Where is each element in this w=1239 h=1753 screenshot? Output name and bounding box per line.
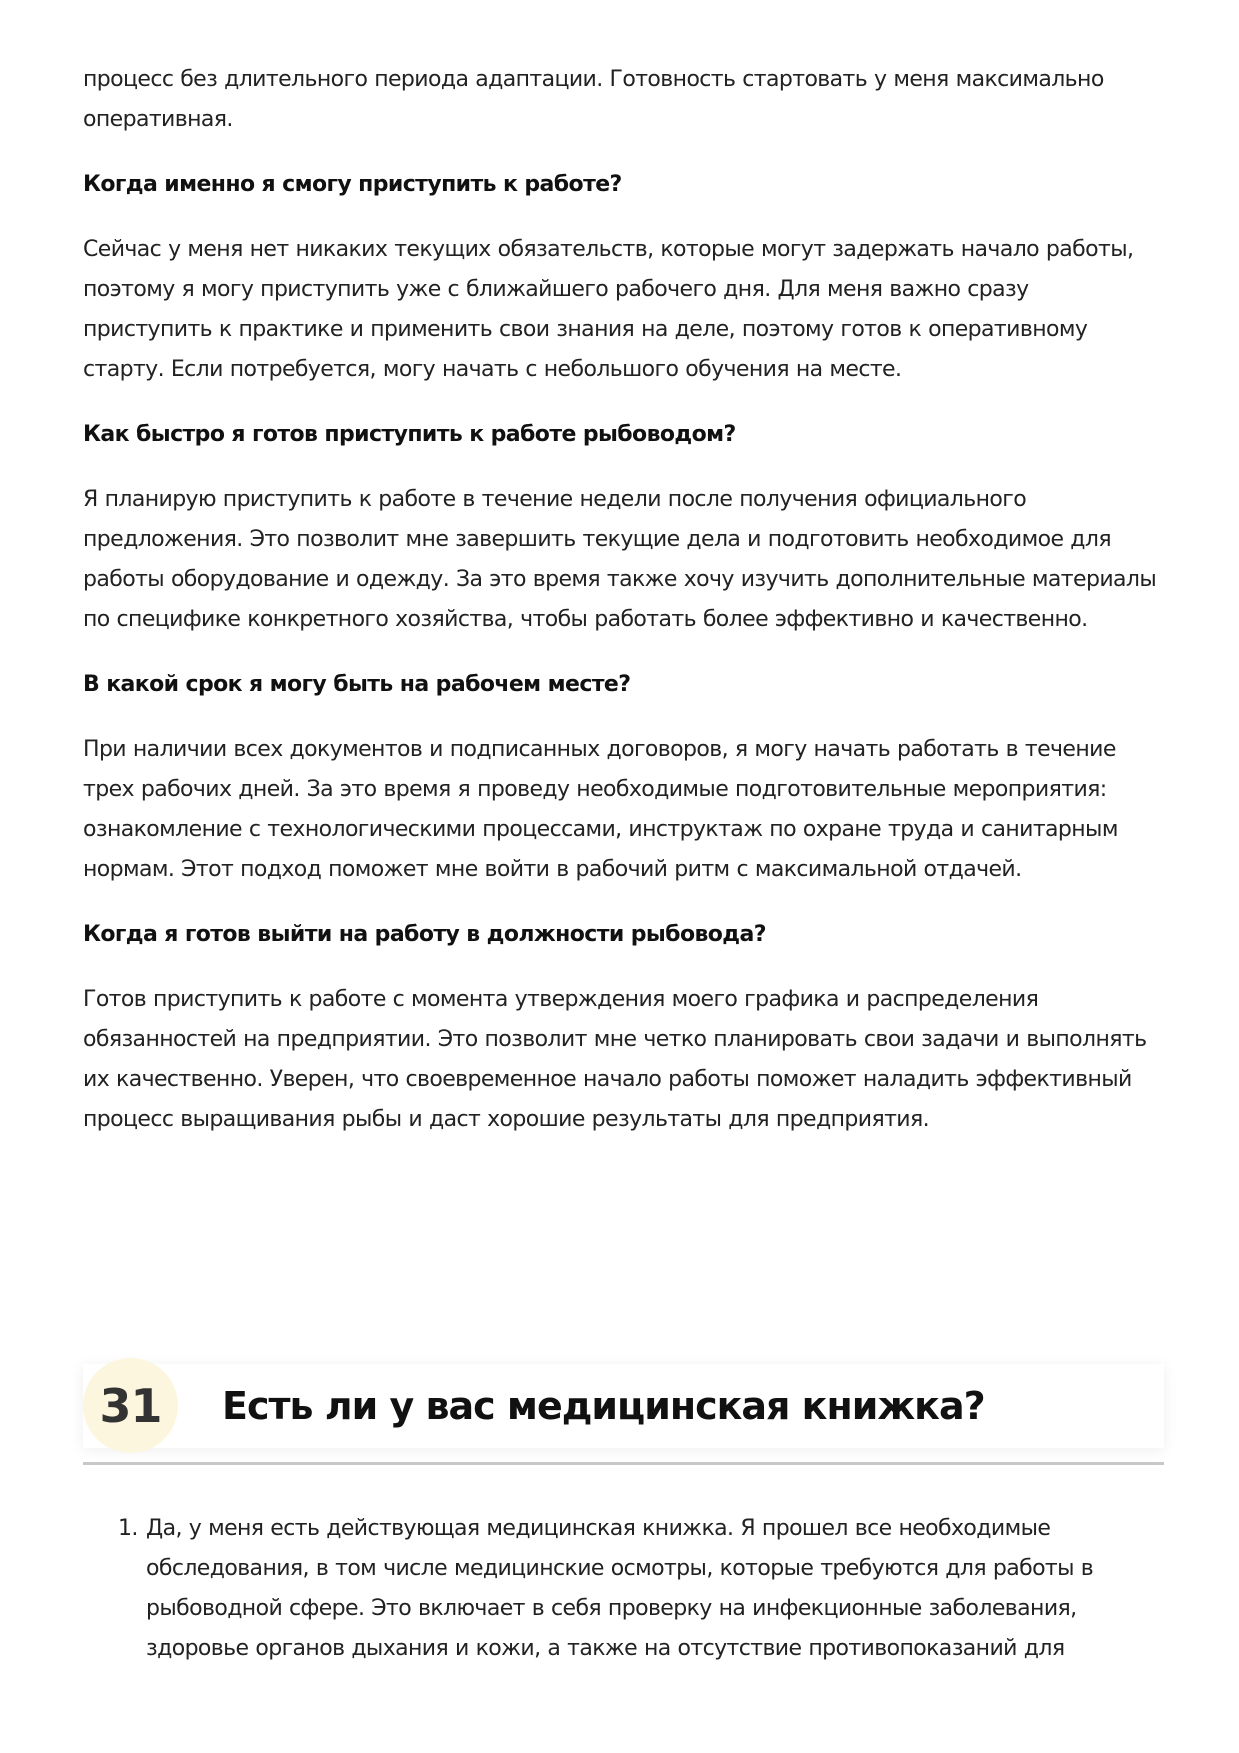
list-item-number: 1.: [118, 1516, 138, 1541]
spacer: [83, 455, 1163, 480]
section-header: [83, 1358, 1164, 1468]
list-item: [83, 1509, 1163, 1669]
answer-paragraph: Я планирую приступить к работе в течение недели после получения официального предложения. Это позволит мне завершить текущие дела и подготовить необходимое для работы оборудование и одежду. За это время также хочу изучить дополнительные материалы по специфике конкретного хозяйства, чтобы работать более эффективно и качественно.: [83, 487, 1157, 632]
spacer: [83, 640, 1163, 665]
question-heading: Когда я готов выйти на работу в должности рыбовода?: [83, 922, 766, 947]
section-number: 31: [99, 1378, 162, 1433]
spacer: [83, 890, 1163, 915]
section-number-badge: [83, 1358, 178, 1453]
answer-paragraph: Сейчас у меня нет никаких текущих обязательств, которые могут задержать начало работы, поэтому я могу приступить уже с ближайшего рабочего дня. Для меня важно сразу приступить к практике и применить свои знания на деле, поэтому готов к оперативному старту. Если потребуется, могу начать с небольшого обучения на месте.: [83, 237, 1134, 382]
question-heading: В какой срок я могу быть на рабочем месте?: [83, 672, 631, 697]
qa-content: [83, 60, 1163, 1140]
question-heading: Когда именно я смогу приступить к работе?: [83, 172, 622, 197]
list-item-text: Да, у меня есть действующая медицинская книжка. Я прошел все необходимые обследования, в том числе медицинские осмотры, которые требуются для работы в рыбоводной сфере. Это включает в себя проверку на инфекционные заболевания, здоровье органов дыхания и кожи, а также на отсутствие противопоказаний для: [146, 1516, 1094, 1661]
spacer: [83, 705, 1163, 730]
answers-list: [83, 1509, 1163, 1669]
spacer: [83, 955, 1163, 980]
intro-paragraph: процесс без длительного периода адаптации. Готовность стартовать у меня максимально оперативная.: [83, 67, 1104, 132]
spacer: [83, 205, 1163, 230]
section-divider: [83, 1462, 1164, 1465]
answer-paragraph: При наличии всех документов и подписанных договоров, я могу начать работать в течение трех рабочих дней. За это время я проведу необходимые подготовительные мероприятия: ознакомление с технологическими процессами, инструктаж по охране труда и санитарным нормам. Этот подход поможет мне войти в рабочий ритм с максимальной отдачей.: [83, 737, 1118, 882]
question-heading: Как быстро я готов приступить к работе рыбоводом?: [83, 422, 736, 447]
section-title: Есть ли у вас медицинская книжка?: [222, 1384, 985, 1428]
spacer: [83, 390, 1163, 415]
answer-paragraph: Готов приступить к работе с момента утверждения моего графика и распределения обязанностей на предприятии. Это позволит мне четко планировать свои задачи и выполнять их качественно. Уверен, что своевременное начало работы поможет наладить эффективный процесс выращивания рыбы и даст хорошие результаты для предприятия.: [83, 987, 1147, 1132]
spacer: [83, 140, 1163, 165]
